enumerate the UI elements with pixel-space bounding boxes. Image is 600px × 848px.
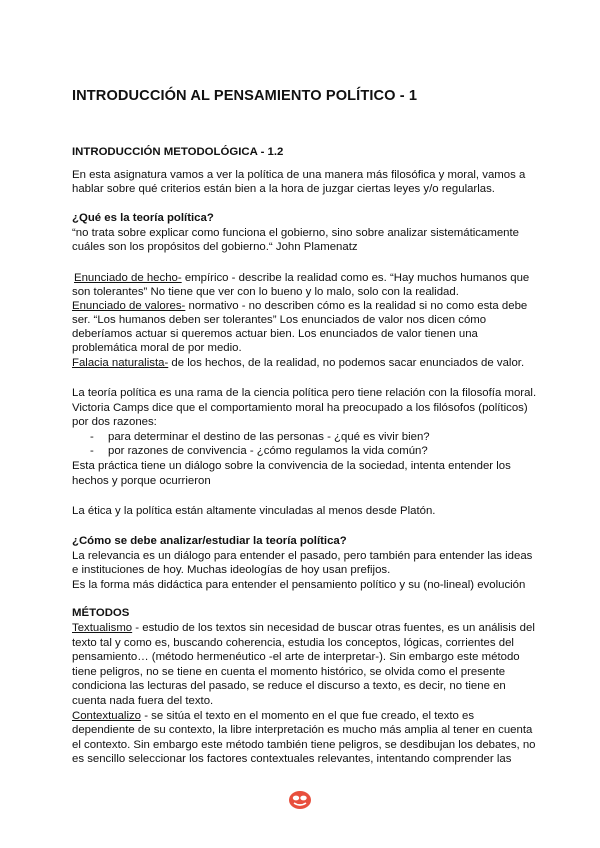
paragraph-line: por dos razones:	[72, 416, 157, 428]
paragraph-line: La teoría política es una rama de la ciencia política pero tiene relación con la filosofía moral.	[72, 387, 537, 399]
paragraph-line: problemática moral de por medio.	[72, 342, 242, 354]
page-title: INTRODUCCIÓN AL PENSAMIENTO POLÍTICO - 1	[72, 88, 418, 104]
section-heading: MÉTODOS	[72, 607, 130, 619]
paragraph-line: son tolerantes” No tiene que ver con lo bueno y lo malo, solo con la realidad.	[72, 286, 459, 298]
paragraph-line: cuenta nada fuera del texto.	[72, 695, 214, 707]
definition-textualismo	[72, 621, 535, 635]
definition-falacia	[72, 356, 524, 370]
paragraph-line: dependiente de su contexto, la libre interpretación es mucho más amplia al tener en cuenta	[72, 724, 533, 736]
section-heading: INTRODUCCIÓN METODOLÓGICA - 1.2	[72, 146, 284, 158]
term-textualismo: Textualismo	[72, 622, 133, 634]
quote-line: “no trata sobre explicar como funciona el gobierno, sino sobre analizar sistemáticamente	[72, 227, 519, 239]
paragraph-line: En esta asignatura vamos a ver la política de una manera más filosófica y moral, vamos a	[72, 169, 526, 181]
term-falacia: Falacia naturalista-	[72, 357, 169, 369]
paragraph-line: La ética y la política están altamente vinculadas al menos desde Platón.	[72, 505, 436, 517]
definition-text: empírico - describe la realidad como es. “Hay muchos humanos que	[181, 272, 530, 284]
definition-valores	[72, 299, 527, 313]
paragraph-line: ser. “Los humanos deben ser tolerantes” Los enunciados de valor nos dicen cómo	[72, 314, 487, 326]
paragraph-line: e instituciones de hoy. Muchas ideologías de hoy usan prefijos.	[72, 564, 391, 576]
paragraph-line: hablar sobre qué criterios están bien a la hora de juzgar ciertas leyes y/o regularlas.	[72, 183, 495, 195]
definition-text: - estudio de los textos sin necesidad de buscar otras fuentes, es un análisis del	[132, 622, 535, 634]
paragraph-line: La relevancia es un diálogo para entender el pasado, pero también para entender las ideas	[72, 550, 533, 562]
paragraph-line: pensamiento… (método hermenéutico -el arte de interpretar-). Sin embargo este método	[72, 651, 520, 663]
definition-text: de los hechos, de la realidad, no podemos sacar enunciados de valor.	[168, 357, 525, 369]
paragraph-line: deberíamos actuar si queremos actuar bien. Los enunciados de valor tienen una	[72, 328, 478, 340]
paragraph-line: es sencillo seleccionar los factores contextuales relevantes, intentando comprender las	[72, 753, 512, 765]
paragraph-line: hechos y porque ocurrieron	[72, 475, 211, 487]
paragraph-line: texto tal y como es, buscando coherencia, estudia los conceptos, lógicas, corrientes del	[72, 637, 514, 649]
paragraph-line: Es la forma más didáctica para entender el pensamiento político y su (no-lineal) evolución	[72, 579, 526, 591]
term-hecho: Enunciado de hecho-	[74, 272, 182, 284]
list-item: para determinar el destino de las personas - ¿qué es vivir bien?	[108, 431, 430, 443]
watermark-logo-icon	[287, 788, 313, 810]
definition-hecho	[74, 271, 529, 285]
paragraph-line: Victoria Camps dice que el comportamiento moral ha preocupado a los filósofos (políticos)	[72, 402, 528, 414]
paragraph-line: Esta práctica tiene un diálogo sobre la convivencia de la sociedad, intenta entender los	[72, 460, 511, 472]
list-item: por razones de convivencia - ¿cómo regulamos la vida común?	[108, 445, 428, 457]
paragraph-line: condiciona las lecturas del pasado, se reduce el discurso a texto, es decir, no tiene en	[72, 680, 506, 692]
term-valores: Enunciado de valores-	[72, 300, 186, 312]
term-contextualizo: Contextualizo	[72, 710, 142, 722]
question-heading: ¿Cómo se debe analizar/estudiar la teoría política?	[72, 535, 347, 547]
quote-line: cuáles son los propósitos del gobierno.“ John Plamenatz	[72, 241, 358, 253]
definition-text: - se sitúa el texto en el momento en el que fue creado, el texto es	[141, 710, 475, 722]
paragraph-line: el contexto. Sin embargo este método también tiene peligros, se desdibujan los debates, no	[72, 739, 536, 751]
bullet-dash: -	[90, 431, 94, 443]
paragraph-line: tiene peligros, no se tiene en cuenta el momento histórico, se olvida como el presente	[72, 666, 506, 678]
definition-text: normativo - no describen cómo es la realidad si no como esta debe	[185, 300, 528, 312]
bullet-dash: -	[90, 445, 94, 457]
question-heading: ¿Qué es la teoría política?	[72, 212, 214, 224]
definition-contextualizo	[72, 709, 474, 723]
